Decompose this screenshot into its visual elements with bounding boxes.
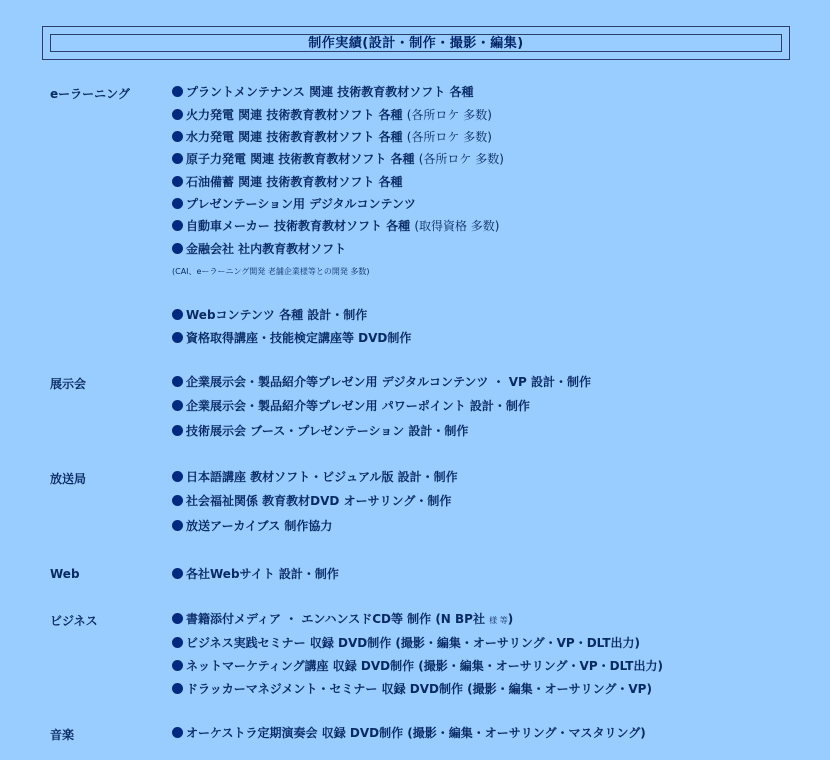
item-text: 日本語講座 教材ソフト・ビジュアル版 設計・制作	[186, 470, 458, 484]
item-text: 資格取得講座・技能検定講座等 DVD制作	[186, 331, 412, 345]
category-web: Web	[50, 567, 80, 581]
list-item	[172, 307, 367, 323]
item-text: 金融会社 社内教育教材ソフト	[186, 242, 347, 256]
list-item	[172, 658, 663, 674]
item-text: 書籍添付メディア ・ エンハンスドCD等 制作 (N BP社	[186, 612, 485, 626]
bullet-icon	[172, 176, 183, 187]
bullet-icon	[172, 198, 183, 209]
item-text: 各社Webサイト 設計・制作	[186, 567, 339, 581]
item-note: (各所ロケ 多数)	[406, 130, 492, 144]
list-item	[172, 241, 346, 257]
item-text: ネットマーケティング講座 収録 DVD制作 (撮影・編集・オーサリング・VP・DLT出力)	[186, 659, 663, 673]
item-text: 火力発電 関連 技術教育教材ソフト 各種	[186, 108, 403, 122]
bullet-icon	[172, 109, 183, 120]
list-item	[172, 566, 339, 582]
list-item	[172, 196, 416, 212]
list-item	[172, 174, 403, 190]
item-text: プラントメンテナンス 関連 技術教育教材ソフト 各種	[186, 85, 474, 99]
list-item	[172, 129, 492, 145]
item-text: ビジネス実践セミナー 収録 DVD制作 (撮影・編集・オーサリング・VP・DLT出力)	[186, 636, 641, 650]
bullet-icon	[172, 683, 183, 694]
list-item	[172, 374, 591, 390]
category-elearning: eーラーニング	[50, 87, 130, 101]
bullet-icon	[172, 660, 183, 671]
list-item	[172, 398, 530, 414]
bullet-icon	[172, 220, 183, 231]
bullet-icon	[172, 86, 183, 97]
category-music: 音楽	[50, 728, 75, 742]
item-note: (各所ロケ 多数)	[418, 152, 504, 166]
category-exhibition: 展示会	[50, 377, 87, 391]
bullet-icon	[172, 131, 183, 142]
small-note: (CAI、eーラーニング開発 老舗企業様等との開発 多数)	[172, 267, 370, 276]
item-text: 企業展示会・製品紹介等プレゼン用 デジタルコンテンツ ・ VP 設計・制作	[186, 375, 591, 389]
bullet-icon	[172, 243, 183, 254]
item-text: 技術展示会 ブース・プレゼンテーション 設計・制作	[186, 424, 469, 438]
bullet-icon	[172, 613, 183, 624]
list-item	[172, 518, 332, 534]
list-item	[172, 681, 652, 697]
bullet-icon	[172, 400, 183, 411]
list-item	[172, 635, 640, 651]
item-note: (取得資格 多数)	[414, 219, 500, 233]
item-text: プレゼンテーション用 デジタルコンテンツ	[186, 197, 416, 211]
bullet-icon	[172, 309, 183, 320]
bullet-icon	[172, 568, 183, 579]
bullet-icon	[172, 425, 183, 436]
list-item	[172, 84, 473, 100]
bullet-icon	[172, 471, 183, 482]
list-item	[172, 611, 513, 629]
item-text: オーケストラ定期演奏会 収録 DVD制作 (撮影・編集・オーサリング・マスタリング)	[186, 726, 646, 740]
item-text: 水力発電 関連 技術教育教材ソフト 各種	[186, 130, 403, 144]
list-item	[172, 151, 504, 167]
item-text: 石油備蓄 関連 技術教育教材ソフト 各種	[186, 175, 403, 189]
page-title: 制作実績(設計・制作・撮影・編集)	[50, 34, 782, 52]
list-item	[172, 218, 500, 234]
bullet-icon	[172, 727, 183, 738]
bullet-icon	[172, 376, 183, 387]
title-frame	[42, 26, 790, 60]
list-item	[172, 107, 492, 123]
list-item	[172, 469, 458, 485]
bullet-icon	[172, 153, 183, 164]
bullet-icon	[172, 332, 183, 343]
item-text: Webコンテンツ 各種 設計・制作	[186, 308, 368, 322]
list-item	[172, 725, 646, 741]
item-text: 放送アーカイブス 制作協力	[186, 519, 333, 533]
item-text: 原子力発電 関連 技術教育教材ソフト 各種	[186, 152, 415, 166]
bullet-icon	[172, 637, 183, 648]
list-item	[172, 423, 468, 439]
bullet-icon	[172, 495, 183, 506]
category-business: ビジネス	[50, 614, 98, 628]
item-text: 企業展示会・製品紹介等プレゼン用 パワーポイント 設計・制作	[186, 399, 530, 413]
item-tail: )	[507, 612, 514, 626]
item-note: 様 等	[489, 616, 508, 625]
list-item	[172, 330, 411, 346]
list-item	[172, 493, 451, 509]
item-text: 社会福祉関係 教育教材DVD オーサリング・制作	[186, 494, 452, 508]
bullet-icon	[172, 520, 183, 531]
item-text: 自動車メーカー 技術教育教材ソフト 各種	[186, 219, 411, 233]
item-text: ドラッカーマネジメント・セミナー 収録 DVD制作 (撮影・編集・オーサリング・VP)	[186, 682, 652, 696]
item-note: (各所ロケ 多数)	[406, 108, 492, 122]
category-broadcast: 放送局	[50, 472, 87, 486]
